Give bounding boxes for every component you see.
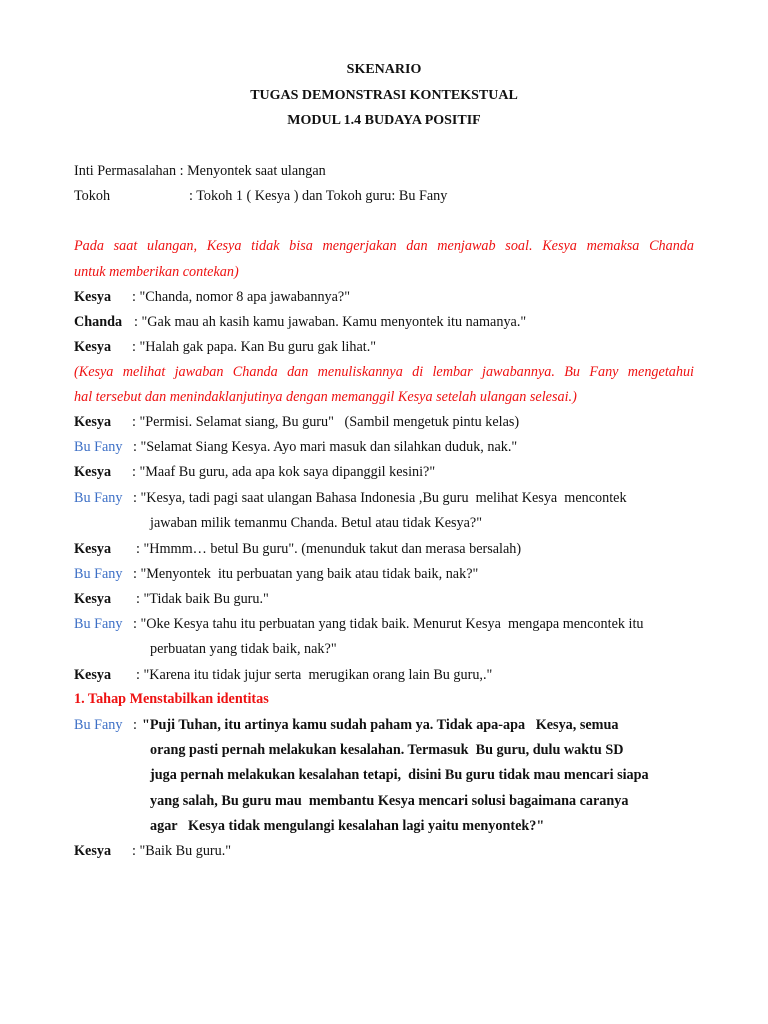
dialog-bold-line: orang pasti pernah melakukan kesalahan. Termasuk Bu guru, dulu waktu SD (150, 742, 624, 758)
dialog-line-continued: jawaban milik temanmu Chanda. Betul atau tidak Kesya?" (150, 515, 483, 531)
dialog-line: : "Kesya, tadi pagi saat ulangan Bahasa Indonesia ,Bu guru melihat Kesya mencontek (133, 490, 627, 506)
doc-module: MODUL 1.4 BUDAYA POSITIF (287, 113, 481, 128)
speaker-bu-fany: Bu Fany (74, 616, 123, 632)
speaker-kesya: Kesya (74, 667, 112, 683)
speaker-bu-fany: Bu Fany (74, 490, 123, 506)
doc-title: SKENARIO (346, 62, 422, 77)
dialog-line: : "Baik Bu guru." (132, 843, 232, 859)
dialog-colon: : (133, 717, 137, 733)
speaker-kesya: Kesya (74, 843, 112, 859)
dialog-line: : "Oke Kesya tahu itu perbuatan yang tidak baik. Menurut Kesya mengapa mencontek itu (133, 616, 644, 632)
speaker-kesya: Kesya (74, 541, 112, 557)
dialog-line: : "Menyontek itu perbuatan yang baik atau tidak baik, nak?" (133, 566, 479, 582)
dialog-bold-line: "Puji Tuhan, itu artinya kamu sudah paham ya. Tidak apa-apa Kesya, semua (142, 717, 619, 733)
dialog-line-continued: perbuatan yang tidak baik, nak?" (150, 641, 337, 657)
problem-line: Inti Permasalahan : Menyontek saat ulangan (74, 163, 326, 179)
characters-value: : Tokoh 1 ( Kesya ) dan Tokoh guru: Bu Fany (189, 188, 448, 204)
narration-1-line-2: untuk memberikan contekan) (74, 264, 239, 280)
dialog-line: : "Hmmm… betul Bu guru". (menunduk takut dan merasa bersalah) (136, 541, 522, 557)
dialog-line: : "Tidak baik Bu guru." (136, 591, 269, 607)
speaker-bu-fany: Bu Fany (74, 566, 123, 582)
doc-subtitle: TUGAS DEMONSTRASI KONTEKSTUAL (250, 88, 518, 103)
speaker-chanda: Chanda (74, 314, 123, 330)
dialog-line: : "Permisi. Selamat siang, Bu guru" (Sambil mengetuk pintu kelas) (132, 414, 520, 430)
narration-1-line-1: Pada saat ulangan, Kesya tidak bisa mengerjakan dan menjawab soal. Kesya memaksa Chanda (74, 238, 694, 254)
dialog-line: : "Selamat Siang Kesya. Ayo mari masuk dan silahkan duduk, nak." (133, 439, 518, 455)
dialog-line: : "Maaf Bu guru, ada apa kok saya dipanggil kesini?" (132, 464, 436, 480)
dialog-bold-line: agar Kesya tidak mengulangi kesalahan lagi yaitu menyontek?" (150, 818, 545, 834)
characters-label: Tokoh (74, 188, 111, 204)
speaker-kesya: Kesya (74, 591, 112, 607)
dialog-line: : "Gak mau ah kasih kamu jawaban. Kamu menyontek itu namanya." (134, 314, 527, 330)
speaker-kesya: Kesya (74, 339, 112, 355)
speaker-bu-fany: Bu Fany (74, 717, 123, 733)
speaker-kesya: Kesya (74, 289, 112, 305)
section-heading: 1. Tahap Menstabilkan identitas (74, 691, 269, 707)
speaker-bu-fany: Bu Fany (74, 439, 123, 455)
narration-2-line-1: (Kesya melihat jawaban Chanda dan menuliskannya di lembar jawabannya. Bu Fany mengetahui (74, 364, 694, 380)
speaker-kesya: Kesya (74, 464, 112, 480)
dialog-line: : "Chanda, nomor 8 apa jawabannya?" (132, 289, 351, 305)
narration-2-line-2: hal tersebut dan menindaklanjutinya dengan memanggil Kesya setelah ulangan selesai.) (74, 389, 577, 405)
dialog-line: : "Karena itu tidak jujur serta merugikan orang lain Bu guru,." (136, 667, 493, 683)
dialog-bold-line: juga pernah melakukan kesalahan tetapi, disini Bu guru tidak mau mencari siapa (150, 767, 649, 783)
dialog-line: : "Halah gak papa. Kan Bu guru gak lihat." (132, 339, 377, 355)
dialog-bold-line: yang salah, Bu guru mau membantu Kesya mencari solusi bagaimana caranya (150, 793, 629, 809)
speaker-kesya: Kesya (74, 414, 112, 430)
